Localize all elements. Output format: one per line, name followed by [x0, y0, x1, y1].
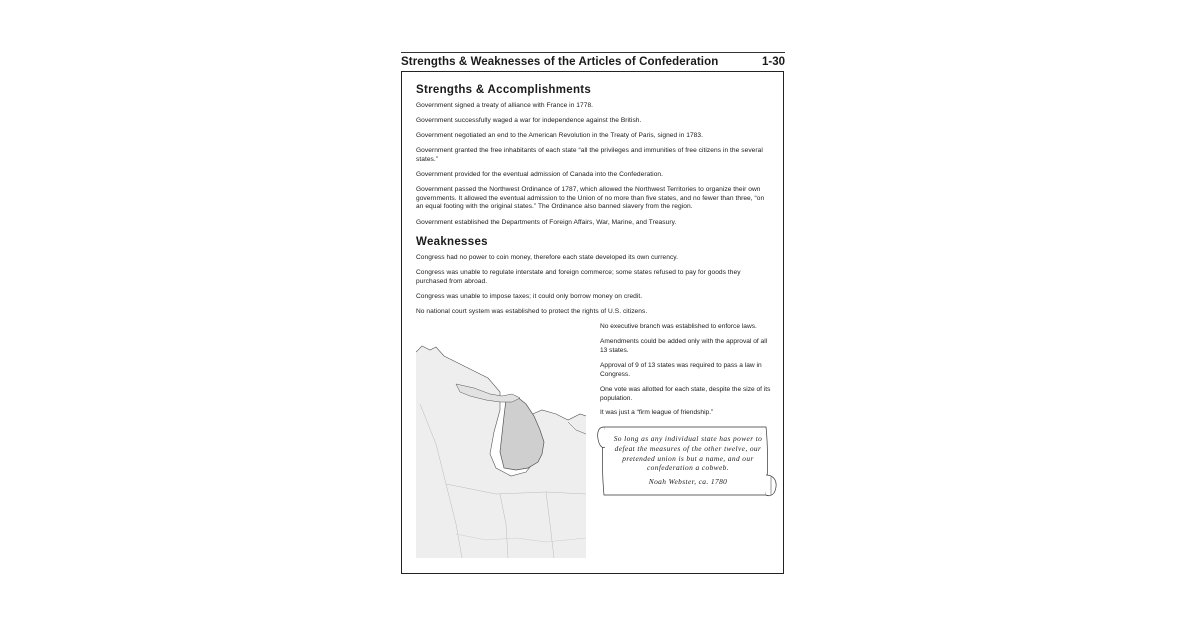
- weakness-item-right: Approval of 9 of 13 states was required to pass a law in Congress.: [600, 362, 762, 378]
- strength-item: Government successfully waged a war for independence against the British.: [416, 117, 642, 124]
- strength-item: Government negotiated an end to the American Revolution in the Treaty of Paris, signed in 1783.: [416, 132, 703, 139]
- page-number: 1-30: [761, 56, 785, 68]
- weakness-item-right: Amendments could be added only with the approval of all 13 states.: [600, 338, 768, 354]
- weakness-item: Congress had no power to coin money, therefore each state developed its own currency.: [416, 254, 679, 261]
- strength-item: Government provided for the eventual admission of Canada into the Confederation.: [416, 171, 664, 178]
- weakness-item: No national court system was established to protect the rights of U.S. citizens.: [416, 308, 648, 315]
- northwest-territory-map: [416, 344, 586, 558]
- quote-text: So long as any individual state has power to defeat the measures of the other twelve, our pretended union is but a name, and our confederation a cobweb.: [613, 434, 763, 473]
- page-title: Strengths & Weaknesses of the Articles of Confederation: [401, 56, 719, 68]
- strengths-heading: Strengths & Accomplishments: [416, 84, 592, 96]
- weaknesses-heading: Weaknesses: [416, 236, 488, 248]
- weakness-item-right: One vote was allotted for each state, despite the size of its population.: [600, 386, 771, 402]
- header-rule: [401, 52, 785, 53]
- strength-item: Government signed a treaty of alliance with France in 1778.: [416, 102, 594, 109]
- weakness-item: Congress was unable to regulate interstate and foreign commerce; some states refused to pay for goods they purchased from abroad.: [416, 269, 741, 285]
- strength-item: Government granted the free inhabitants of each state “all the privileges and immunities of free citizens in the several states.”: [416, 147, 763, 163]
- weakness-item: Congress was unable to impose taxes; it could only borrow money on credit.: [416, 293, 643, 300]
- strength-item: Government passed the Northwest Ordinance of 1787, which allowed the Northwest Territories to organize their own governments. It allowed the eventual admission to the Union of no more than five states, and no fewer than three, “on an equal footing with the original states.” The Ordinance also banned slavery from the region.: [416, 186, 765, 211]
- quote-attribution: Noah Webster, ca. 1780: [648, 477, 728, 486]
- michigan-highlight: [500, 396, 544, 470]
- strength-item: Government established the Departments of Foreign Affairs, War, Marine, and Treasury.: [416, 219, 677, 226]
- weakness-item-right: It was just a “firm league of friendship.”: [600, 409, 714, 416]
- weakness-item-right: No executive branch was established to enforce laws.: [600, 323, 757, 330]
